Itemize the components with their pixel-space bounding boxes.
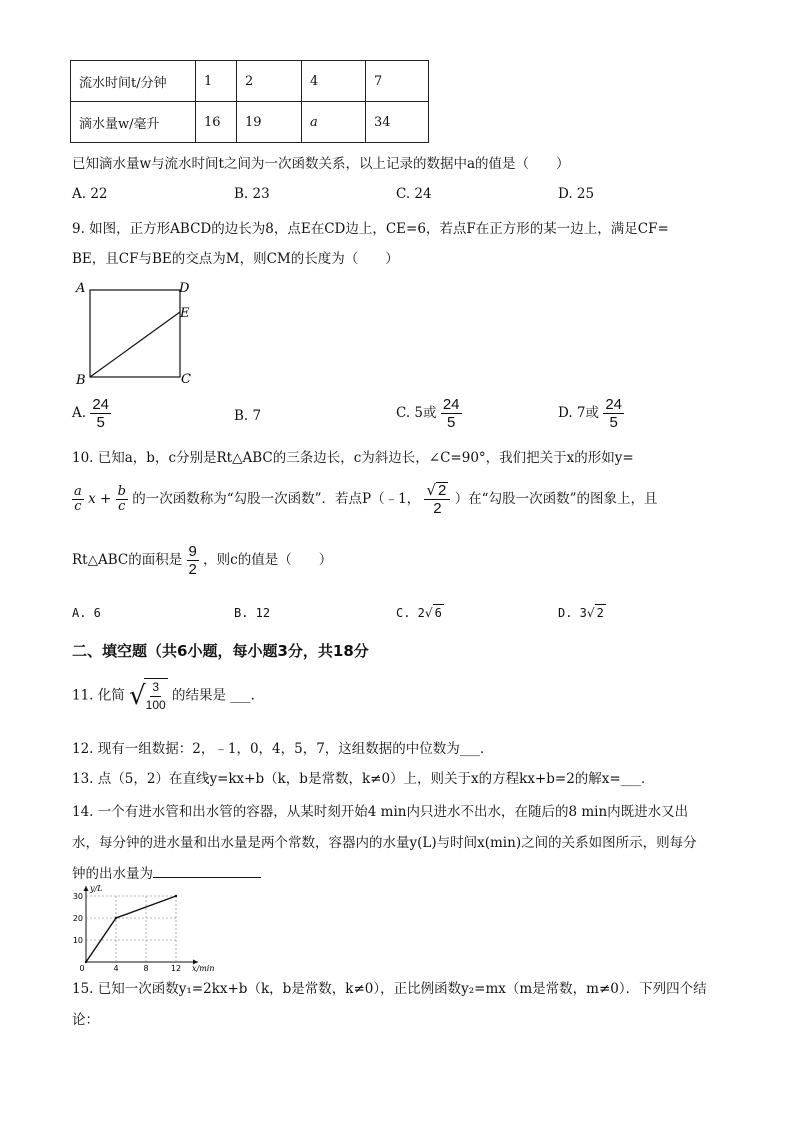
label-d: D <box>179 281 190 296</box>
table-row <box>71 61 429 102</box>
denominator: 5 <box>447 414 456 431</box>
q9-line2: BE，且CF与BE的交点为M，则CM的长度为（ ） <box>72 251 399 267</box>
fraction <box>441 396 462 431</box>
radical-sign-icon: √ <box>426 481 437 499</box>
table-cell: 34 <box>366 102 429 143</box>
fraction-9-over-2 <box>187 543 199 578</box>
numerator: 3 <box>150 679 161 697</box>
table-cell: 1 <box>196 61 237 102</box>
option-label: C. 5或 <box>396 405 437 421</box>
square-figure <box>70 278 210 390</box>
denominator: 5 <box>96 414 105 431</box>
q9-option-d <box>558 396 624 431</box>
denominator: 2 <box>433 500 442 517</box>
q14-line2: 水，每分钟的进水量和出水量是两个常数，容器内的水量y(L)与时间x(min)之间的关系如图所示，则每分 <box>72 835 697 851</box>
y-axis-label: y/L <box>90 884 103 893</box>
q10-line2 <box>72 482 658 517</box>
option-label: D. 7或 <box>558 405 600 421</box>
q15-line1: 15. 已知一次函数y₁=2kx+b（k，b是常数，k≠0），正比例函数y₂=mx（m是常数，m≠0）．下列四个结 <box>72 981 707 997</box>
table-cell: 滴水量w/毫升 <box>71 102 196 143</box>
q8-option-c: C. 24 <box>396 186 432 202</box>
data-table <box>70 60 429 143</box>
segment-be <box>90 312 180 377</box>
q14-line1: 14. 一个有进水管和出水管的容器，从某时刻开始4 min内只进水不出水，在随后的8 min内既进水又出 <box>72 804 689 820</box>
q11-pre: 11. 化简 <box>72 687 125 704</box>
x-tick-label: 0 <box>79 964 85 972</box>
data-point <box>85 961 87 963</box>
water-chart <box>66 882 216 972</box>
denominator: 100 <box>145 698 166 712</box>
numerator: 24 <box>442 396 460 413</box>
numerator: a <box>74 484 82 499</box>
table-cell: 19 <box>237 102 302 143</box>
radical-sign-icon: √ <box>424 606 433 620</box>
y-tick-label: 10 <box>72 936 83 945</box>
fraction-3-over-100 <box>144 679 168 714</box>
q14-line3-text: 钟的出水量为 <box>72 866 153 882</box>
option-label: A. <box>72 405 87 421</box>
q14-line3 <box>72 862 261 882</box>
fraction-a-over-c <box>72 485 84 514</box>
x-tick-label: 4 <box>113 964 119 972</box>
denominator: c <box>118 499 126 514</box>
numerator: 9 <box>188 543 197 560</box>
numerator <box>424 482 450 500</box>
table-cell: a <box>302 102 366 143</box>
q8-option-b: B. 23 <box>234 186 270 202</box>
q10-option-b: B. 12 <box>234 606 271 620</box>
label-c: C <box>181 372 191 387</box>
table-row <box>71 102 429 143</box>
q11-post: 的结果是 ___. <box>171 687 255 704</box>
data-point <box>175 895 177 897</box>
y-tick-label: 20 <box>72 914 83 923</box>
radicand: 6 <box>434 606 442 620</box>
x-tick-label: 12 <box>170 964 182 972</box>
q9-option-c <box>396 396 462 431</box>
q15-line2: 论： <box>72 1012 99 1028</box>
label-e: E <box>180 306 190 321</box>
x-axis-label: x/min <box>192 964 215 972</box>
denominator: c <box>74 499 82 514</box>
q8-stem: 已知滴水量w与流水时间t之间为一次函数关系，以上记录的数据中a的值是（ ） <box>72 156 570 172</box>
q10-option-d <box>558 604 606 621</box>
table-cell: 16 <box>196 102 237 143</box>
q12: 12. 现有一组数据：2，﹣1，0，4，5，7，这组数据的中位数为___． <box>72 741 494 757</box>
square-abcd <box>90 290 180 377</box>
fraction-sqrt2-over-2 <box>424 482 450 517</box>
denominator: 5 <box>609 414 618 431</box>
q10-line3-b: ，则c的值是（ ） <box>203 552 333 568</box>
x-tick-label: 8 <box>143 964 149 972</box>
q10-line3-a: Rt△ABC的面积是 <box>72 552 183 568</box>
radical-sign-icon: √ <box>129 681 146 711</box>
q10-line1: 10. 已知a，b，c分别是Rt△ABC的三条边长，c为斜边长，∠C=90°，我们把关于x的形如y= <box>72 450 634 466</box>
option-label: D. 3 <box>558 606 587 620</box>
plus-term: x + <box>88 491 112 507</box>
radicand-box <box>144 678 168 714</box>
answer-blank <box>153 865 261 878</box>
numerator: 24 <box>605 396 622 413</box>
q8-option-a: A. 22 <box>72 186 108 202</box>
q11 <box>72 678 255 714</box>
denominator: 2 <box>188 561 197 578</box>
label-a: A <box>76 281 86 296</box>
q10-option-c <box>396 604 444 621</box>
table-cell: 4 <box>302 61 366 102</box>
table-cell: 2 <box>237 61 302 102</box>
q9-line1: 9. 如图，正方形ABCD的边长为8，点E在CD边上，CE=6，若点F在正方形的某一边上，满足CF= <box>72 221 669 237</box>
q8-option-d: D. 25 <box>558 186 595 202</box>
fraction <box>603 396 624 431</box>
radical-sign-icon: √ <box>586 606 595 620</box>
y-axis-arrow-icon <box>84 886 89 891</box>
q9-option-b: B. 7 <box>234 408 262 424</box>
data-point <box>115 917 117 919</box>
section-heading: 二、填空题（共6小题，每小题3分，共18分 <box>72 642 369 660</box>
fraction-b-over-c <box>116 485 128 514</box>
q10-line2-text: 的一次函数称为“勾股一次函数”．若点P（﹣1， <box>132 491 421 507</box>
table-cell: 流水时间t/分钟 <box>71 61 196 102</box>
series-line <box>86 896 176 962</box>
q10-option-a: A. 6 <box>72 606 101 620</box>
radicand: 2 <box>438 482 447 499</box>
radicand: 2 <box>596 606 604 620</box>
fraction <box>90 396 111 431</box>
option-label: C. 2 <box>396 606 425 620</box>
q10-line3 <box>72 543 332 578</box>
q13: 13. 点（5，2）在直线y=kx+b（k，b是常数，k≠0）上，则关于x的方程kx+b=2的解x=___． <box>72 771 655 787</box>
label-b: B <box>76 373 86 388</box>
numerator: 24 <box>92 396 110 413</box>
y-tick-label: 30 <box>72 892 83 901</box>
q10-line2-end: ）在“勾股一次函数”的图象上，且 <box>454 491 658 507</box>
table-cell: 7 <box>366 61 429 102</box>
q9-option-a <box>72 396 111 431</box>
numerator: b <box>117 484 126 499</box>
